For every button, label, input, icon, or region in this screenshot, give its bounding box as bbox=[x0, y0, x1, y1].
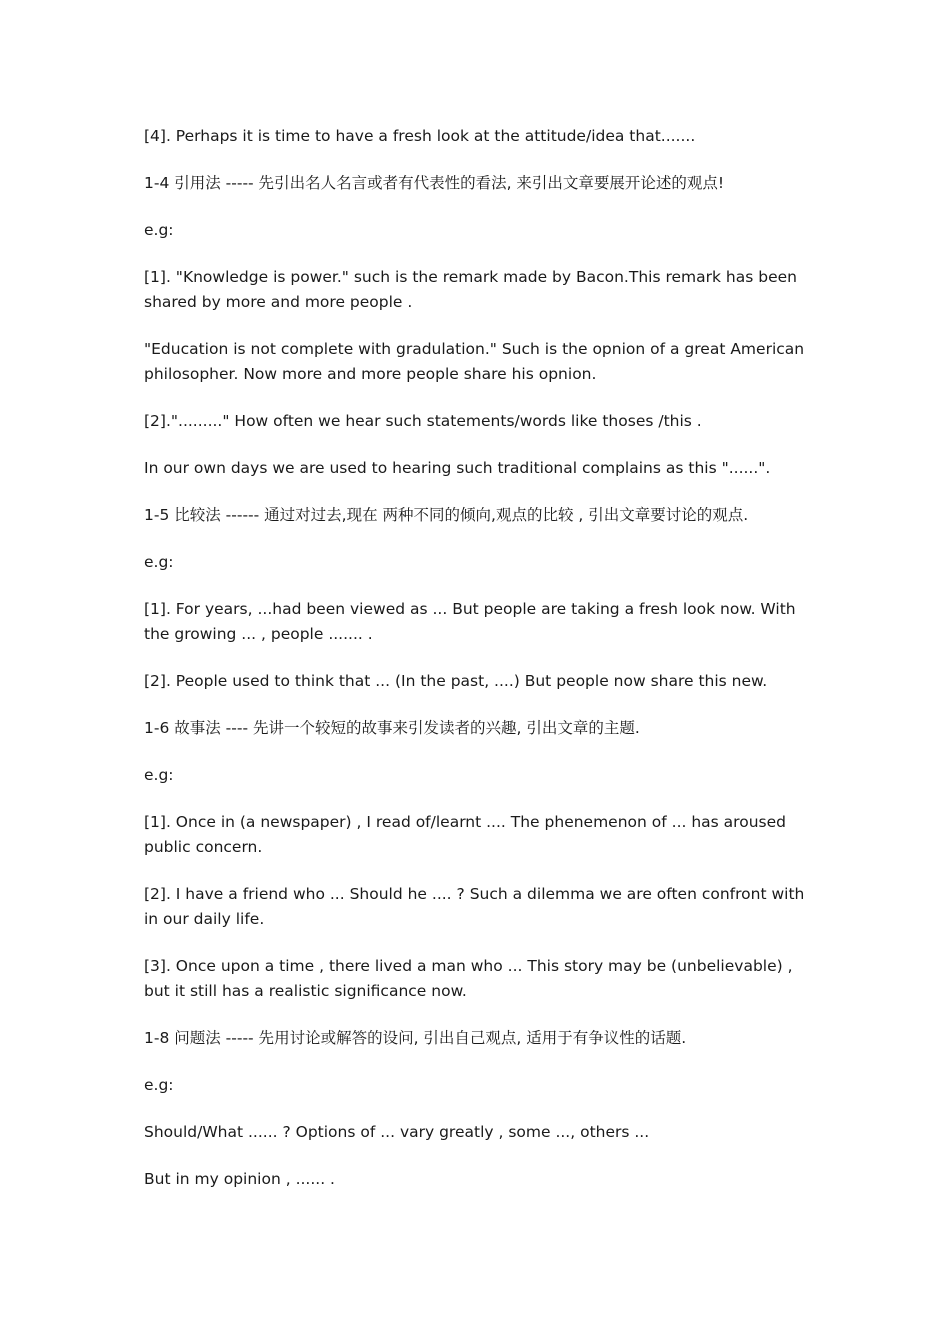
section-heading: 1-6 故事法 ---- 先讲一个较短的故事来引发读者的兴趣, 引出文章的主题. bbox=[144, 719, 640, 737]
paragraph: [1]. Once in (a newspaper) , I read of/learnt .... The phenemenon of ... has aroused public concern. bbox=[144, 813, 786, 856]
section-heading: 1-5 比较法 ------ 通过对过去,现在 两种不同的倾向,观点的比较 , 引出文章要讨论的观点. bbox=[144, 506, 749, 524]
paragraph: [2]. I have a friend who ... Should he .... ? Such a dilemma we are often confront with in our daily life. bbox=[144, 885, 805, 928]
paragraph: [1]. For years, ...had been viewed as ... But people are taking a fresh look now. With the growing ... , people ....... . bbox=[144, 600, 796, 643]
paragraph: [3]. Once upon a time , there lived a man who ... This story may be (unbelievable) , but it still has a realistic significance now. bbox=[144, 957, 793, 1000]
document-body bbox=[144, 124, 814, 1214]
section-heading: 1-8 问题法 ----- 先用讨论或解答的设问, 引出自己观点, 适用于有争议性的话题. bbox=[144, 1029, 687, 1047]
paragraph: Should/What ...... ? Options of ... vary greatly , some ..., others ... bbox=[144, 1123, 650, 1141]
example-label: e.g: bbox=[144, 766, 174, 784]
section-heading: 1-4 引用法 ----- 先引出名人名言或者有代表性的看法, 来引出文章要展开论述的观点! bbox=[144, 174, 725, 192]
paragraph: [4]. Perhaps it is time to have a fresh look at the attitude/idea that....... bbox=[144, 127, 696, 145]
paragraph: [2]. People used to think that ... (In the past, ....) But people now share this new. bbox=[144, 672, 768, 690]
paragraph: In our own days we are used to hearing such traditional complains as this "......". bbox=[144, 459, 771, 477]
example-label: e.g: bbox=[144, 553, 174, 571]
paragraph: "Education is not complete with gradulation." Such is the opnion of a great American philosopher. Now more and more people share his opnion. bbox=[144, 340, 805, 383]
example-label: e.g: bbox=[144, 1076, 174, 1094]
paragraph: But in my opinion , ...... . bbox=[144, 1170, 335, 1188]
paragraph: [1]. "Knowledge is power." such is the remark made by Bacon.This remark has been shared by more and more people . bbox=[144, 268, 797, 311]
paragraph: [2]."........." How often we hear such statements/words like thoses /this . bbox=[144, 412, 702, 430]
example-label: e.g: bbox=[144, 221, 174, 239]
